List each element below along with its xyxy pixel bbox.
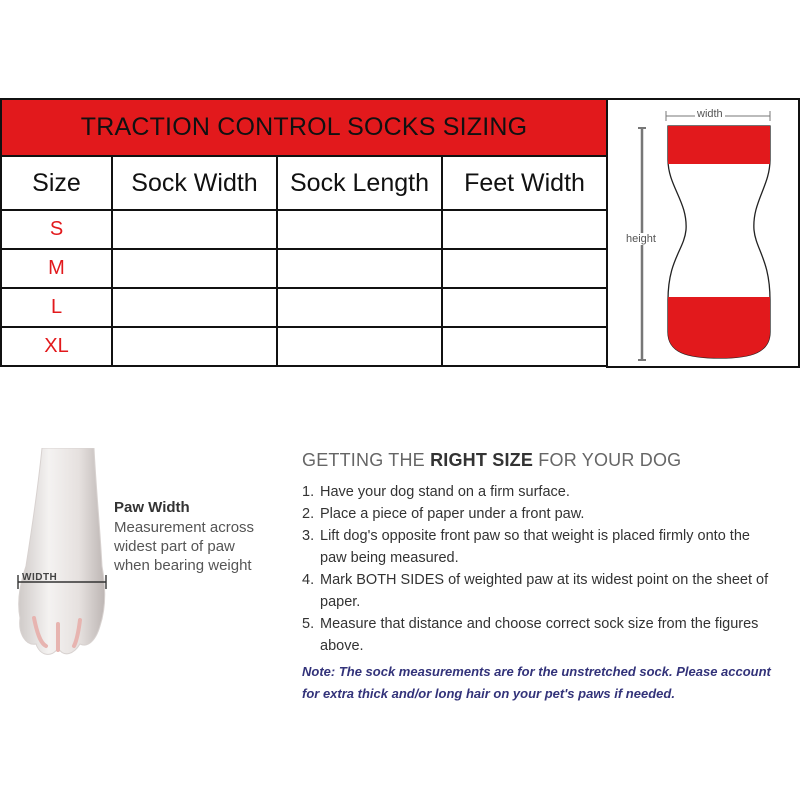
width-label: width <box>697 108 723 120</box>
paw-width-description: Measurement across widest part of paw when bearing weight <box>114 519 255 574</box>
sock-sole <box>668 297 770 358</box>
step-number: 5. <box>302 616 315 632</box>
step-number: 4. <box>302 572 315 588</box>
header-feet-width: Feet Width <box>442 156 607 210</box>
sizing-table <box>0 98 608 367</box>
step-text: Mark BOTH SIDES of weighted paw at its widest point on the sheet of paper. <box>320 572 769 610</box>
header-sock-length: Sock Length <box>277 156 442 210</box>
list-item <box>302 481 772 503</box>
feet-width-cell <box>442 249 607 288</box>
size-cell: M <box>1 249 112 288</box>
size-cell: XL <box>1 327 112 366</box>
sock-cuff <box>668 126 770 164</box>
feet-width-cell <box>442 210 607 249</box>
paw-width-tag: WIDTH <box>22 572 58 583</box>
paw-width-title: Paw Width <box>114 499 190 516</box>
size-cell: S <box>1 210 112 249</box>
steps-list <box>302 481 772 657</box>
sock-length-cell <box>277 288 442 327</box>
step-text: Have your dog stand on a firm surface. <box>320 484 570 500</box>
paw-image <box>12 448 112 663</box>
sock-width-cell <box>112 210 277 249</box>
height-label: height <box>626 233 656 245</box>
step-text: Place a piece of paper under a front paw. <box>320 506 585 522</box>
heading-suffix: FOR YOUR DOG <box>533 450 682 470</box>
sock-length-cell <box>277 210 442 249</box>
sizing-instructions <box>302 450 772 705</box>
step-number: 2. <box>302 506 315 522</box>
step-text: Measure that distance and choose correct sock size from the figures above. <box>320 616 759 654</box>
paw-illustration <box>12 448 112 663</box>
header-sock-width: Sock Width <box>112 156 277 210</box>
sizing-note: Note: The sock measurements are for the unstretched sock. Please account for extra thick and/or long hair on your pet's paws if needed. <box>302 664 771 701</box>
list-item <box>302 569 772 613</box>
sock-diagram <box>606 98 800 368</box>
heading-bold: RIGHT SIZE <box>430 450 534 470</box>
instructions-heading <box>302 450 772 471</box>
sock-length-cell <box>277 249 442 288</box>
feet-width-cell <box>442 288 607 327</box>
table-row <box>1 327 607 366</box>
sock-width-cell <box>112 327 277 366</box>
sock-width-cell <box>112 288 277 327</box>
list-item <box>302 503 772 525</box>
table-row <box>1 210 607 249</box>
step-number: 1. <box>302 484 315 500</box>
step-text: Lift dog's opposite front paw so that weight is placed firmly onto the paw being measured. <box>320 528 750 566</box>
table-row <box>1 288 607 327</box>
step-number: 3. <box>302 528 315 544</box>
size-cell: L <box>1 288 112 327</box>
sock-width-cell <box>112 249 277 288</box>
heading-prefix: GETTING THE <box>302 450 431 470</box>
sock-length-cell <box>277 327 442 366</box>
table-title: TRACTION CONTROL SOCKS SIZING <box>1 99 607 156</box>
header-size: Size <box>1 156 112 210</box>
list-item <box>302 613 772 657</box>
list-item <box>302 525 772 569</box>
table-row <box>1 249 607 288</box>
paw-width-caption <box>114 499 264 575</box>
feet-width-cell <box>442 327 607 366</box>
